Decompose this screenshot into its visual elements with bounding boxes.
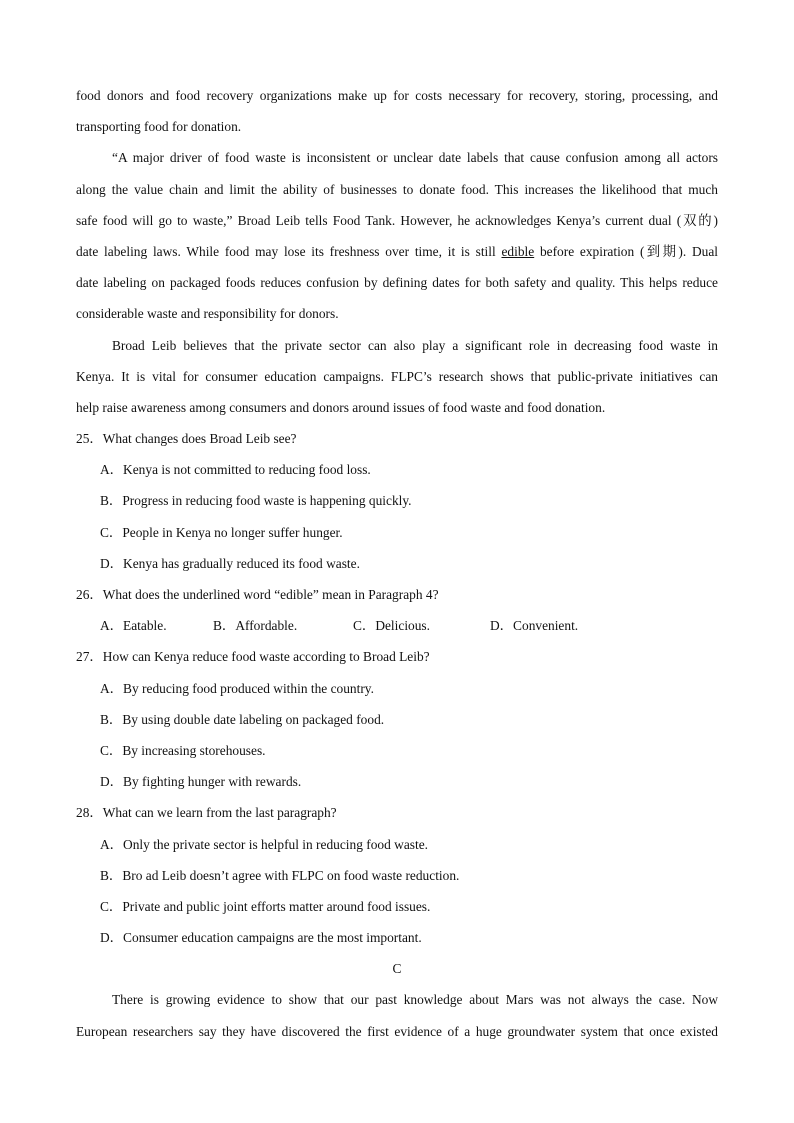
answer-option: D．By fighting hunger with rewards. [100,774,302,790]
answer-option: A．Eatable. [100,618,167,634]
answer-option: A．Only the private sector is helpful in reducing food waste. [100,836,428,852]
question-stem: 28．What can we learn from the last paragraph? [76,805,337,821]
answer-option: B．By using double date labeling on packaged food. [100,711,385,727]
paragraph-line: food donors and food recovery organizations make up for costs necessary for recovery, storing, processing, and [76,88,718,103]
question-stem: 26．What does the underlined word “edible” mean in Paragraph 4? [76,587,439,602]
paragraph-line: date labeling on packaged foods reduces confusion by defining dates for both safety and quality. This helps reduce [76,275,718,291]
paragraph-line: help raise awareness among consumers and donors around issues of food waste and food donation. [76,399,606,415]
question-stem: 25．What changes does Broad Leib see? [76,431,297,447]
text-run: date labeling laws. While food may lose its freshness over time, it is still [76,243,502,259]
paragraph-line: along the value chain and limit the ability of businesses to donate food. This increases the likelihood that much [76,181,718,197]
text-run: before expiration (到期). Dual [534,243,719,259]
document-page [76,80,718,1047]
answer-option: D．Kenya has gradually reduced its food waste. [100,555,360,571]
answer-option: B．Bro ad Leib doesn’t agree with FLPC on food waste reduction. [100,867,460,883]
answer-option: D．Consumer education campaigns are the most important. [100,930,422,946]
answer-option: B．Progress in reducing food waste is happening quickly. [100,493,412,509]
answer-option: C．Delicious. [353,618,430,634]
paragraph-line: Broad Leib believes that the private sector can also play a significant role in decreasing food waste in [112,337,718,353]
paragraph-line: considerable waste and responsibility for donors. [76,306,339,322]
answer-options-row [76,610,718,641]
answer-option: C．Private and public joint efforts matter around food issues. [100,898,431,914]
paragraph-line-with-underline [76,236,718,267]
paragraph-line: European researchers say they have discovered the first evidence of a huge groundwater system that once existed [76,1023,718,1039]
underlined-word: edible [501,243,535,259]
paragraph-line: Kenya. It is vital for consumer education campaigns. FLPC’s research shows that public-private initiatives can [76,368,718,384]
answer-option: C．By increasing storehouses. [100,742,266,758]
paragraph-line: There is growing evidence to show that our past knowledge about Mars was not always the case. Now [112,992,718,1008]
answer-option: A．Kenya is not committed to reducing food loss. [100,462,371,478]
question-stem: 27．How can Kenya reduce food waste according to Broad Leib? [76,649,430,665]
answer-option: B．Affordable. [213,618,298,634]
answer-option: C．People in Kenya no longer suffer hunger. [100,524,343,540]
answer-option: D．Convenient. [490,618,579,634]
paragraph-line: safe food will go to waste,” Broad Leib tells Food Tank. However, he acknowledges Kenya’s current dual (双的) [76,212,718,228]
section-heading: C [392,961,402,977]
paragraph-line: “A major driver of food waste is inconsistent or unclear date labels that cause confusion among all actors [112,150,718,166]
answer-option: A．By reducing food produced within the country. [100,680,374,696]
paragraph-line: transporting food for donation. [76,119,242,135]
